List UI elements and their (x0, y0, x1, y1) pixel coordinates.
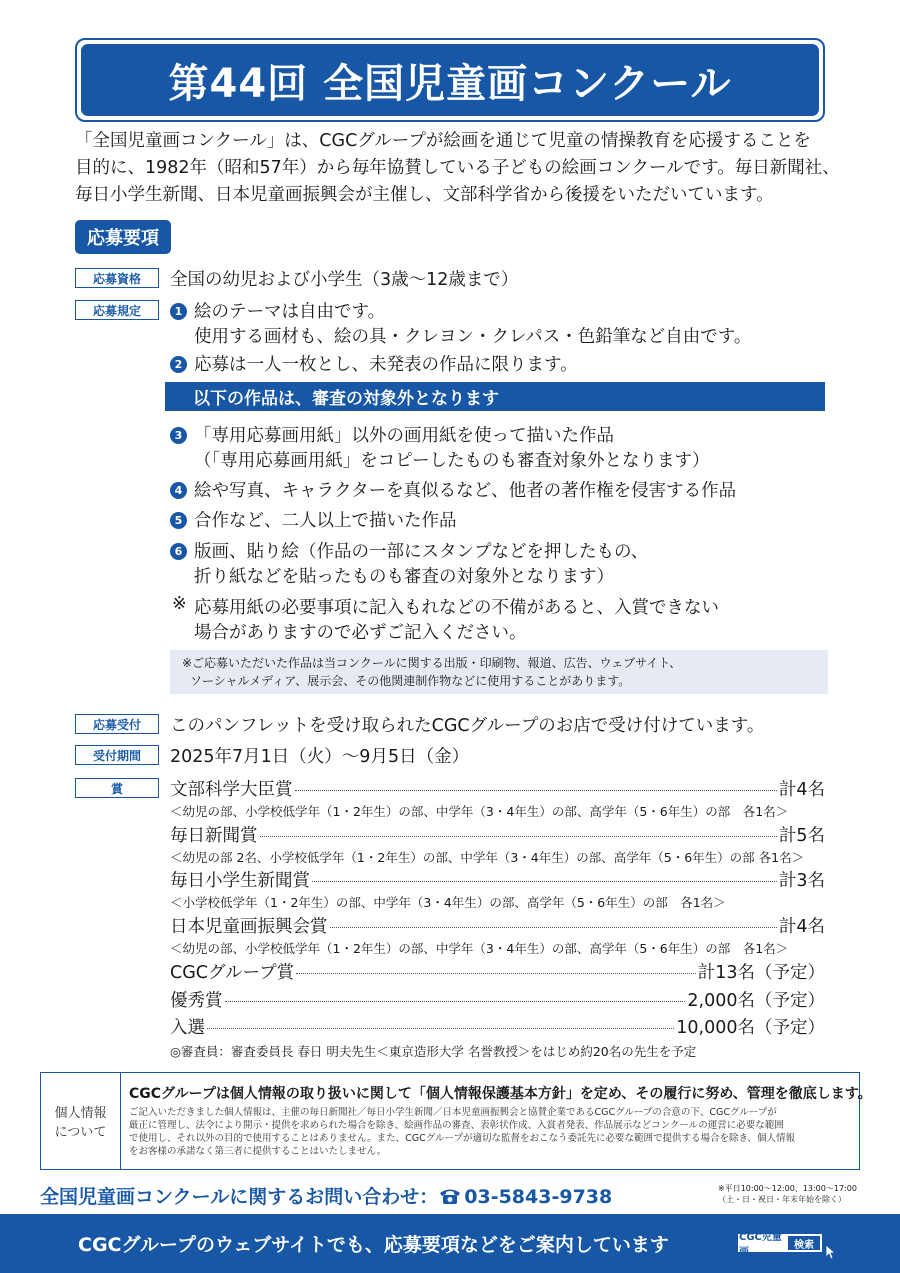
title-banner-inner (81, 44, 819, 116)
privacy-label-line: 個人情報 (54, 1106, 107, 1121)
privacy-body (129, 1106, 854, 1158)
prize-detail: ＜小学校低学年（1・2年生）の部、中学年（3・4年生）の部、高学年（5・6年生）の部 各1名＞ (170, 895, 726, 910)
search-button[interactable]: 検索 (787, 1235, 821, 1251)
number-badge: 5 (170, 512, 187, 529)
prize-count: 10,000名（予定） (676, 1018, 825, 1038)
prize-count: 計5名 (778, 826, 825, 846)
privacy-box (40, 1072, 872, 1170)
prize-name: 入選 (170, 1018, 205, 1038)
prize-row (170, 1014, 825, 1039)
excluded-banner: 以下の作品は、審査の対象外となります (165, 382, 825, 411)
phone-icon (438, 1186, 462, 1205)
number-badge: 3 (170, 427, 187, 444)
prize-row (170, 776, 825, 801)
rule-line: 使用する画材も、絵の具・クレヨン・クレパス・色鉛筆など自由です。 (194, 327, 752, 347)
usage-note (170, 650, 828, 694)
prize-name: 優秀賞 (170, 991, 223, 1011)
prize-name: 毎日小学生新聞賞 (170, 871, 310, 891)
excluded-line: 版画、貼り絵（作品の一部にスタンプなどを押したもの、 (194, 542, 649, 562)
contact-label: 全国児童画コンクールに関するお問い合わせ： (40, 1186, 439, 1208)
privacy-body-line: をお客様の承諾なく第三者に提供することはいたしません。 (129, 1146, 387, 1157)
cursor-icon (825, 1244, 837, 1264)
prize-count: 計4名 (778, 780, 825, 800)
excluded-line: （「専用応募画用紙」をコピーしたものも審査対象外となります） (194, 451, 710, 471)
eligibility-text: 全国の幼児および小学生（3歳〜12歳まで） (170, 270, 519, 290)
privacy-body-line: で使用し、それ以外の目的で使用することはありません。また、CGCグループが適切な監督をおこなう委託先に必要な範囲で提供する場合を除き、個人情報 (129, 1133, 796, 1144)
rule-line: 応募は一人一枚とし、未発表の作品に限ります。 (194, 355, 578, 375)
number-badge: 1 (170, 303, 187, 320)
prize-count: 計13名（予定） (697, 963, 825, 983)
tag-period: 受付期間 (75, 745, 159, 765)
caution-line: 場合がありますので必ずご記入ください。 (194, 623, 527, 643)
privacy-label-line: について (54, 1125, 107, 1140)
prize-name: CGCグループ賞 (170, 963, 295, 983)
footer-banner (0, 1214, 900, 1273)
excluded-line: 折り紙などを貼ったものも審査の対象外となります） (194, 567, 614, 587)
intro-line: 「全国児童画コンクール」は、CGCグループが絵画を通じて児童の情操教育を応援することを (75, 131, 811, 151)
privacy-body-line: ご記入いただきました個人情報は、主催の毎日新聞社／毎日小学生新聞／日本児童画振興会と協賛企業であるCGCグループの合意の下、CGCグループが (129, 1107, 777, 1118)
rule-line: 絵のテーマは自由です。 (194, 302, 386, 322)
intro-line: 目的に、1982年（昭和57年）から毎年協賛している子どもの絵画コンクールです。毎日新聞社、 (75, 158, 840, 178)
prize-row (170, 987, 825, 1012)
number-badge: 4 (170, 482, 187, 499)
page-title: 第44回 全国児童画コンクール (168, 60, 732, 107)
caution-mark: ※ (172, 594, 187, 614)
prize-detail: ＜幼児の部、小学校低学年（1・2年生）の部、中学年（3・4年生）の部、高学年（5・6年生）の部 各1名＞ (170, 804, 789, 819)
prize-name: 文部科学大臣賞 (170, 780, 293, 800)
number-badge: 2 (170, 356, 187, 373)
prize-row (170, 913, 825, 938)
usage-note-line: ※ご応募いただいた作品は当コンクールに関する出版・印刷物、報道、広告、ウェブサイト、 (182, 656, 682, 670)
excluded-line: 合作など、二人以上で描いた作品 (194, 511, 457, 531)
privacy-headline: CGCグループは個人情報の取り扱いに関して「個人情報保護基本方針」を定め、その履行に努め、管理を徹底します。 (129, 1086, 872, 1102)
prize-row (170, 822, 825, 847)
excluded-line: 「専用応募画用紙」以外の画用紙を使って描いた作品 (194, 426, 614, 446)
search-query[interactable]: CGC児童画 (739, 1232, 782, 1258)
tag-prize: 賞 (75, 778, 159, 798)
privacy-label (41, 1073, 121, 1169)
caution-line: 応募用紙の必要事項に記入もれなどの不備があると、入賞できない (194, 598, 719, 618)
prize-name: 日本児童画振興会賞 (170, 917, 328, 937)
contact-hours (718, 1183, 857, 1205)
intro-paragraph (75, 128, 840, 209)
search-box[interactable] (738, 1232, 822, 1258)
contact-line (40, 1182, 612, 1209)
prize-row (170, 959, 825, 984)
period-text: 2025年7月1日（火）〜9月5日（金） (170, 747, 470, 767)
title-banner (75, 38, 825, 122)
footer-text: CGCグループのウェブサイトでも、応募要項などをご案内しています (78, 1234, 669, 1256)
number-badge: 6 (170, 543, 187, 560)
judges-note: ◎審査員：審査委員長 春日 明夫先生＜東京造形大学 名誉教授＞をはじめ約20名の先生を予定 (170, 1044, 697, 1059)
excluded-line: 絵や写真、キャラクターを真似るなど、他者の著作権を侵害する作品 (194, 481, 737, 501)
prize-name: 毎日新聞賞 (170, 826, 258, 846)
prize-count: 計4名 (778, 917, 825, 937)
prize-row (170, 867, 825, 892)
tag-reception: 応募受付 (75, 714, 159, 734)
reception-text: このパンフレットを受け取られたCGCグループのお店で受け付けています。 (170, 716, 765, 736)
intro-line: 毎日小学生新聞、日本児童画振興会が主催し、文部科学省から後援をいただいています。 (75, 185, 774, 205)
contact-hours-line: （土・日・祝日・年末年始を除く） (718, 1195, 846, 1204)
phone-number[interactable]: 03-5843-9738 (464, 1186, 613, 1208)
contact-hours-line: ※平日10:00〜12:00、13:00〜17:00 (718, 1184, 857, 1193)
prize-count: 計3名 (778, 871, 825, 891)
prize-count: 2,000名（予定） (687, 991, 825, 1011)
prize-detail: ＜幼児の部、小学校低学年（1・2年生）の部、中学年（3・4年生）の部、高学年（5・6年生）の部 各1名＞ (170, 941, 789, 956)
privacy-body-line: 厳正に管理し、法令により開示・提供を求められた場合を除き、絵画作品の審査、表彰状作成、入賞者発表、作品展示などコンクールの運営に必要な範囲 (129, 1120, 784, 1131)
tag-rules: 応募規定 (75, 300, 159, 320)
prize-detail: ＜幼児の部 2名、小学校低学年（1・2年生）の部、中学年（3・4年生）の部、高学年（5・6年生）の部 各1名＞ (170, 850, 805, 865)
section-heading: 応募要項 (75, 220, 171, 254)
tag-eligibility: 応募資格 (75, 268, 159, 288)
usage-note-line: ソーシャルメディア、展示会、その他関連制作物などに使用することがあります。 (190, 674, 631, 688)
